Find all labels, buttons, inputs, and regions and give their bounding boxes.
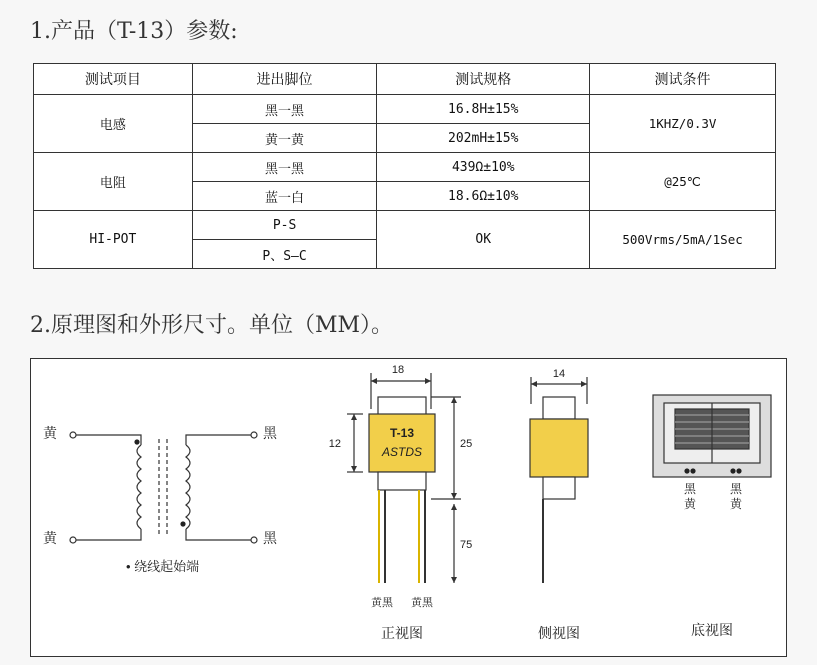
header-pins: 进出脚位 bbox=[192, 64, 377, 95]
pin-label-bottom-right: 黑 bbox=[263, 530, 277, 546]
pin bbox=[730, 468, 735, 473]
table-row bbox=[34, 95, 776, 124]
table-header-row bbox=[34, 64, 776, 95]
pin-label-top-left: 黄 bbox=[43, 425, 57, 441]
cell-spec: 18.6Ω±10% bbox=[377, 182, 590, 211]
core-top bbox=[543, 397, 575, 419]
dim-length-75: 75 bbox=[460, 539, 473, 551]
cell-condition: 1KHZ/0.3V bbox=[590, 95, 776, 153]
core-bottom bbox=[543, 477, 575, 499]
cell-item: 电感 bbox=[34, 95, 193, 153]
header-condition: 测试条件 bbox=[590, 64, 776, 95]
cell-spec: 202mH±15% bbox=[377, 124, 590, 153]
bobbin-body bbox=[530, 419, 588, 477]
cell-pins: 黑一黑 bbox=[192, 95, 377, 124]
secondary-coil bbox=[186, 445, 190, 529]
bottom-label-left-1: 黑 bbox=[683, 482, 697, 496]
pin bbox=[684, 468, 689, 473]
terminal-top-right bbox=[251, 432, 257, 438]
start-dot bbox=[180, 521, 185, 526]
front-view bbox=[329, 364, 473, 641]
cell-pins: P、S—C bbox=[192, 240, 377, 269]
primary-coil bbox=[137, 445, 141, 529]
bottom-label-left-2: 黄 bbox=[683, 497, 697, 511]
terminal-bottom-left bbox=[70, 537, 76, 543]
core-bottom bbox=[378, 472, 426, 490]
table-row bbox=[34, 211, 776, 240]
cell-spec: 439Ω±10% bbox=[377, 153, 590, 182]
cell-item: 电阻 bbox=[34, 153, 193, 211]
pin-label-top-right: 黑 bbox=[263, 425, 277, 441]
cell-condition: 500Vrms/5mA/1Sec bbox=[590, 211, 776, 269]
dim-width-18: 18 bbox=[391, 364, 405, 376]
schematic-legend: • 绕线起始端 bbox=[126, 559, 200, 574]
section-2-title: 2.原理图和外形尺寸。单位（MM）。 bbox=[30, 313, 394, 338]
header-spec: 测试规格 bbox=[377, 64, 590, 95]
model-label: T-13 bbox=[389, 426, 415, 440]
brand-label: ASTDS bbox=[381, 445, 423, 459]
start-dot bbox=[134, 439, 139, 444]
lead-label-left: 黄黑 bbox=[371, 597, 393, 609]
front-view-caption: 正视图 bbox=[381, 625, 423, 641]
wire bbox=[76, 529, 141, 540]
terminal-top-left bbox=[70, 432, 76, 438]
dim-height-12: 12 bbox=[328, 438, 341, 450]
wire bbox=[76, 435, 141, 445]
bottom-label-right-2: 黄 bbox=[729, 497, 743, 511]
wire bbox=[186, 529, 251, 540]
pin bbox=[690, 468, 695, 473]
cell-pins: 黑一黑 bbox=[192, 153, 377, 182]
drawing-panel bbox=[30, 358, 787, 657]
pin-label-bottom-left: 黄 bbox=[43, 530, 57, 546]
cell-spec: OK bbox=[377, 211, 590, 269]
pin bbox=[736, 468, 741, 473]
dim-width-14: 14 bbox=[552, 368, 566, 380]
lead-label-right: 黄黑 bbox=[411, 597, 433, 609]
bottom-view bbox=[653, 395, 771, 638]
cell-item: HI-POT bbox=[34, 211, 193, 269]
cell-pins: 黄一黄 bbox=[192, 124, 377, 153]
side-view-caption: 侧视图 bbox=[538, 625, 580, 641]
cell-pins: 蓝一白 bbox=[192, 182, 377, 211]
bobbin-body bbox=[369, 414, 435, 472]
side-view bbox=[530, 368, 588, 641]
dim-height-25: 25 bbox=[460, 438, 473, 450]
bottom-view-caption: 底视图 bbox=[691, 622, 733, 638]
section-1-title: 1.产品（T-13）参数: bbox=[30, 19, 238, 44]
bottom-label-right-1: 黑 bbox=[729, 482, 743, 496]
parameter-table bbox=[33, 63, 776, 269]
cell-spec: 16.8H±15% bbox=[377, 95, 590, 124]
cell-pins: P-S bbox=[192, 211, 377, 240]
header-test-item: 测试项目 bbox=[34, 64, 193, 95]
table-row bbox=[34, 153, 776, 182]
schematic bbox=[43, 425, 278, 574]
cell-condition: @25℃ bbox=[590, 153, 776, 211]
wire bbox=[186, 435, 251, 445]
terminal-bottom-right bbox=[251, 537, 257, 543]
